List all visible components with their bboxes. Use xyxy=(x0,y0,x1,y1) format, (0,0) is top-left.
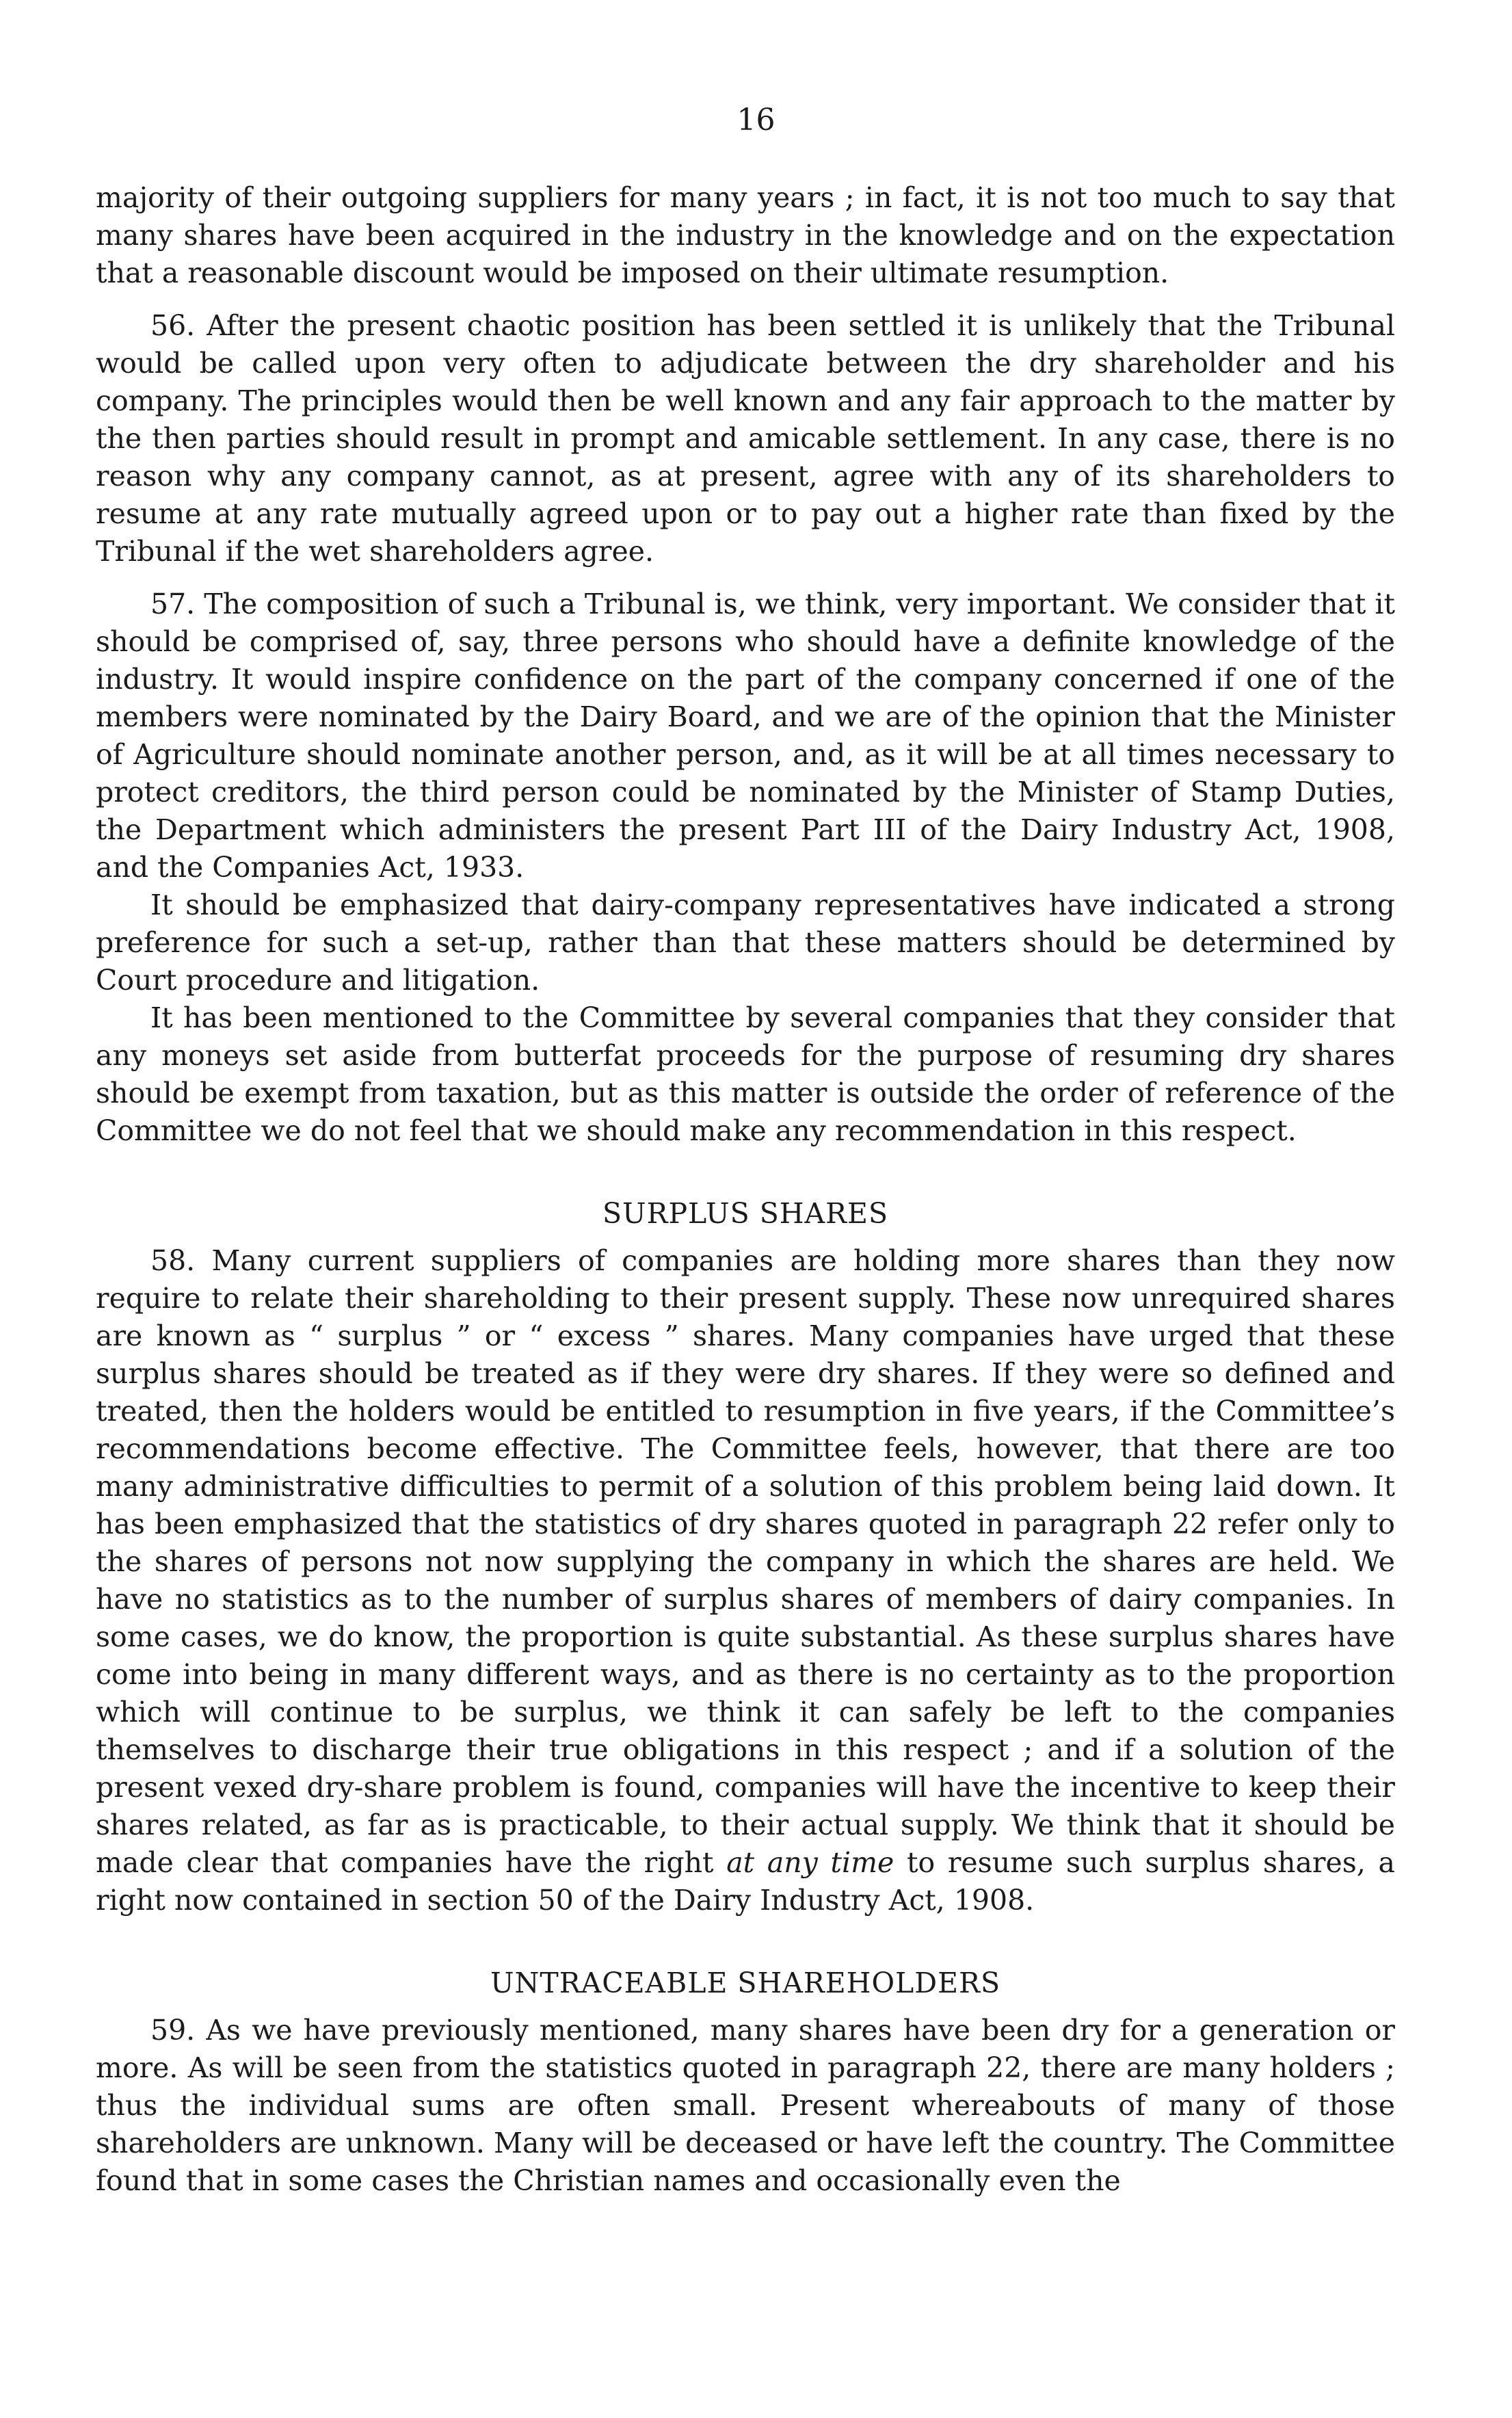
paragraph-59: 59. As we have previously mentioned, many shares have been dry for a generation or more. As will be seen from the statistics quoted in paragraph 22, there are many holders ; thus the individual sums are often small. Present whereabouts of many of those shareholders are unknown. Many will be deceased or have left the country. The Committee found that in some cases the Christian names and occasionally even the xyxy=(96,2014,1395,2197)
heading-surplus-shares: SURPLUS SHARES xyxy=(602,1197,889,1230)
heading-untraceable-shareholders: UNTRACEABLE SHAREHOLDERS xyxy=(490,1967,1001,1999)
paragraph-58-text: 58. Many current suppliers of companies are holding more shares than they now require to relate their shareholding to their present supply. These now unrequired shares are known as “ surplus ” or “ excess ” shares. Many companies have urged that these surplus shares should be treated as if they were dry shares. If they were so defined and treated, then the holders would be entitled to resumption in five years, if the Committee’s recommendations become effective. The Committee feels, however, that there are too many administrative difficulties to permit of a solution of this problem being laid down. It has been emphasized that the statistics of dry shares quoted in paragraph 22 refer only to the shares of persons not now supplying the company in which the shares are held. We have no statistics as to the number of surplus shares of members of dairy companies. In some cases, we do know, the proportion is quite substantial. As these surplus shares have come into being in many different ways, and as there is no certainty as to the proportion which will continue to be surplus, we think it can safely be left to the companies themselves to discharge their true obligations in this respect ; and if a solution of the present vexed dry-share problem is found, companies will have the incentive to keep their shares related, as far as is practicable, to their actual supply. We think that it should be made clear that companies have the right xyxy=(96,1244,1395,1879)
paragraph-57: 57. The composition of such a Tribunal is, we think, very important. We consider that it should be comprised of, say, three persons who should have a definite knowledge of the industry. It would inspire confidence on the part of the company concerned if one of the members were nominated by the Dairy Board, and we are of the opinion that the Minister of Agriculture should nominate another person, and, as it will be at all times necessary to protect creditors, the third person could be nominated by the Minister of Stamp Duties, the Department which administers the present Part III of the Dairy Industry Act, 1908, and the Companies Act, 1933. xyxy=(96,588,1395,884)
paragraph-58-italic: at any time xyxy=(726,1846,894,1879)
paragraph-58-text-end: to resume such surplus shares, a right now contained in section 50 of the Dairy Industry Act, 1908. xyxy=(96,1846,1395,1917)
paragraph-58 xyxy=(96,1242,1395,1919)
paragraph-57-taxation: It has been mentioned to the Committee by several companies that they consider that any moneys set aside from butterfat proceeds for the purpose of resuming dry shares should be exempt from taxation, but as this matter is outside the order of reference of the Committee we do not feel that we should make any recommendation in this respect. xyxy=(96,1001,1395,1147)
paragraph-56: 56. After the present chaotic position has been settled it is unlikely that the Tribunal would be called upon very often to adjudicate between the dry shareholder and his company. The principles would then be well known and any fair approach to the matter by the then parties should result in prompt and amicable settlement. In any case, there is no reason why any company cannot, as at present, agree with any of its shareholders to resume at any rate mutually agreed upon or to pay out a higher rate than fixed by the Tribunal if the wet shareholders agree. xyxy=(96,309,1395,568)
paragraph-continuation: majority of their outgoing suppliers for many years ; in fact, it is not too much to say that many shares have been acquired in the industry in the knowledge and on the expectation that a reasonable discount would be imposed on their ultimate resumption. xyxy=(96,181,1395,289)
paragraph-57-emphasis: It should be emphasized that dairy-company representatives have indicated a strong preference for such a set-up, rather than that these matters should be determined by Court procedure and litigation. xyxy=(96,889,1395,997)
document-body xyxy=(96,179,1395,2200)
page-number: 16 xyxy=(737,103,775,137)
